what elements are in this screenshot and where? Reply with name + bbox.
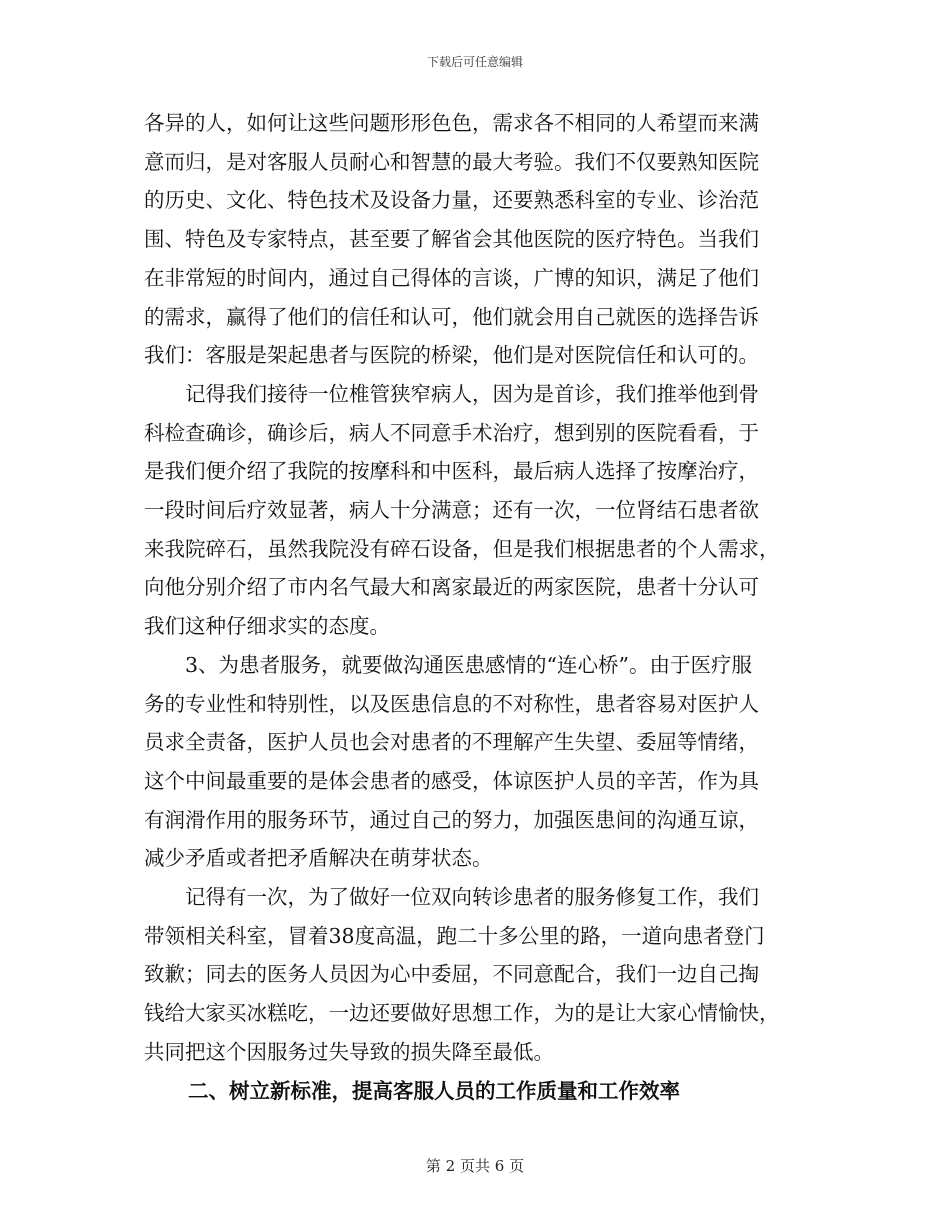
text-line: 记得有一次，为了做好一位双向转诊患者的服务修复工作，我们 — [185, 885, 759, 910]
document-body — [144, 104, 808, 1110]
paragraph-3 — [144, 646, 808, 878]
page-header: 下载后可任意编辑 — [426, 55, 523, 69]
text-line: 共同把这个因服务过失导致的损失降至最低。 — [144, 1039, 554, 1064]
text-line: 的需求，赢得了他们的信任和认可，他们就会用自己就医的选择告诉 — [144, 304, 759, 329]
text-line: 减少矛盾或者把矛盾解决在萌芽状态。 — [144, 846, 493, 871]
text-line: 向他分别介绍了市内名气最大和离家最近的两家医院，患者十分认可 — [144, 575, 759, 600]
page-number-footer: 第 2 页共 6 页 — [425, 1157, 525, 1175]
text-line: 我们：客服是架起患者与医院的桥梁，他们是对医院信任和认可的。 — [144, 343, 759, 368]
text-line: 我们这种仔细求实的态度。 — [144, 614, 390, 639]
text-line: 员求全责备，医护人员也会对患者的不理解产生失望、委屈等情绪， — [144, 730, 759, 755]
text-line: 是我们便介绍了我院的按摩科和中医科，最后病人选择了按摩治疗， — [144, 459, 759, 484]
text-line: 这个中间最重要的是体会患者的感受，体谅医护人员的辛苦，作为具 — [144, 768, 759, 793]
text-line: 围、特色及专家特点，甚至要了解省会其他医院的医疗特色。当我们 — [144, 227, 759, 252]
text-line: 各异的人，如何让这些问题形形色色，需求各不相同的人希望而来满 — [144, 111, 759, 135]
text-line: 致歉；同去的医务人员因为心中委屈，不同意配合，我们一边自己掏 — [144, 962, 759, 987]
text-line: 的历史、文化、特色技术及设备力量，还要熟悉科室的专业、诊治范 — [144, 188, 759, 213]
text-line: 有润滑作用的服务环节，通过自己的努力，加强医患间的沟通互谅， — [144, 807, 759, 832]
text-line: 记得我们接待一位椎管狭窄病人，因为是首诊，我们推举他到骨 — [185, 381, 759, 406]
paragraph-1 — [144, 104, 808, 375]
text-line: 带领相关科室，冒着38度高温，跑二十多公里的路，一道向患者登门 — [144, 923, 765, 948]
text-line: 3、为患者服务，就要做沟通医患感情的“连心桥”。由于医疗服 — [185, 652, 753, 677]
text-line: 在非常短的时间内，通过自己得体的言谈，广博的知识，满足了他们 — [144, 265, 759, 290]
paragraph-2 — [144, 375, 808, 646]
text-line: 意而归，是对客服人员耐心和智慧的最大考验。我们不仅要熟知医院 — [144, 149, 759, 174]
paragraph-4 — [144, 878, 808, 1072]
text-line: 钱给大家买冰糕吃，一边还要做好思想工作，为的是让大家心情愉快， — [144, 1001, 780, 1026]
text-line: 科检查确诊，确诊后，病人不同意手术治疗，想到别的医院看看，于 — [144, 420, 759, 445]
text-line: 来我院碎石，虽然我院没有碎石设备，但是我们根据患者的个人需求， — [144, 536, 780, 561]
text-line: 务的专业性和特别性，以及医患信息的不对称性，患者容易对医护人 — [144, 691, 759, 716]
text-line: 一段时间后疗效显著，病人十分满意；还有一次，一位肾结石患者欲 — [144, 498, 759, 523]
section-heading: 二、树立新标准，提高客服人员的工作质量和工作效率 — [188, 1078, 680, 1103]
